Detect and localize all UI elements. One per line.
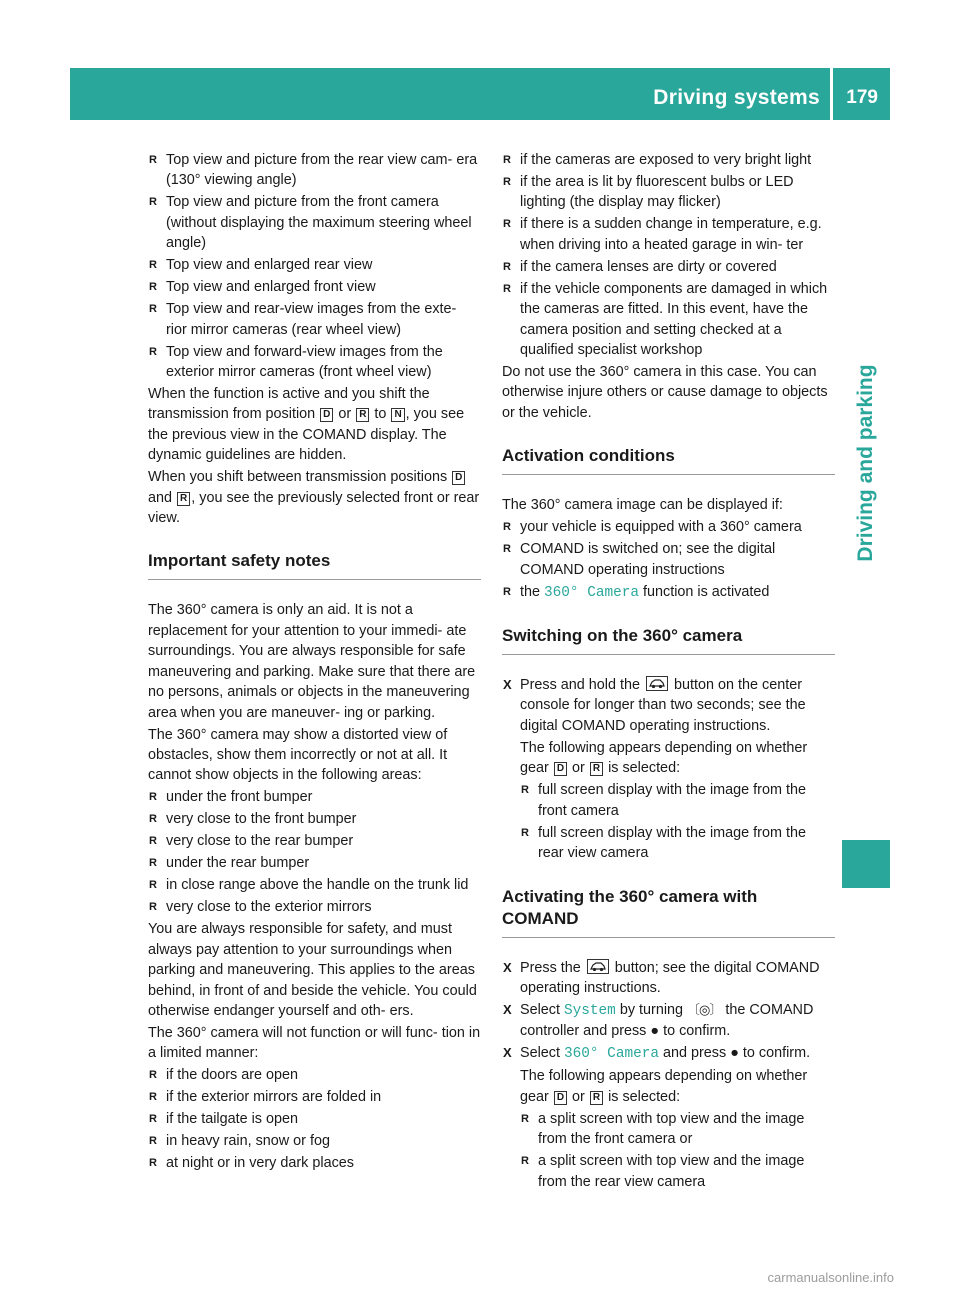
- shift-paragraph: When you shift between transmission positions D and R , you see the previously selected front or rear view.: [148, 469, 480, 527]
- list-item: R Top view and forward-view images from the exterior mirror cameras (front wheel view): [149, 343, 443, 381]
- step-arrow-icon: X: [503, 959, 512, 975]
- instruction-step: X Select System by turning 〔◎〕 the COMAND controller and press ● to confirm.: [503, 1001, 814, 1040]
- gear-r-icon: R: [590, 1091, 603, 1105]
- bullet-icon: R: [149, 1113, 157, 1126]
- side-tab-marker: [842, 840, 890, 888]
- list-item: R Top view and enlarged front view: [148, 277, 481, 297]
- menu-item-system: System: [564, 1002, 616, 1019]
- instruction-step: X Select 360° Camera and press ● to confirm.: [503, 1045, 811, 1063]
- bullet-icon: R: [521, 826, 529, 839]
- bullet-icon: R: [503, 176, 511, 188]
- controller-press-icon: ●: [730, 1045, 739, 1062]
- bullet-icon: R: [503, 585, 511, 598]
- list-item: R full screen display with the image from the rear view camera: [521, 824, 806, 862]
- bullet-icon: R: [503, 282, 511, 295]
- body-paragraph: You are always responsible for safety, and must always pay attention to your surroundings when parking and maneuvering. This applies to the areas behind, in front of and beside the vehicle. You could otherwise endanger yourself and oth- ers.: [148, 921, 477, 1019]
- gear-n-icon: N: [391, 408, 404, 422]
- bullet-icon: R: [521, 1155, 529, 1168]
- menu-item-360-camera: 360° Camera: [564, 1046, 659, 1063]
- list-item: R Top view and enlarged rear view: [148, 255, 481, 275]
- result-text: The following appears depending on whether gear D or R is selected:: [520, 739, 808, 777]
- list-item: R in close range above the handle on the trunk lid: [148, 875, 481, 895]
- bullet-icon: R: [149, 259, 157, 272]
- header-bar: [70, 68, 890, 120]
- bullet-icon: R: [149, 303, 157, 316]
- gear-d-icon: D: [452, 471, 465, 485]
- section-heading: Important safety notes: [148, 550, 481, 580]
- step-arrow-icon: X: [503, 1001, 512, 1017]
- list-item: R under the rear bumper: [148, 853, 481, 873]
- bullet-icon: R: [521, 1112, 529, 1125]
- watermark: carmanualsonline.info: [767, 1270, 894, 1285]
- bullet-icon: R: [149, 345, 157, 358]
- gear-d-icon: D: [554, 762, 567, 776]
- bullet-icon: R: [521, 784, 529, 797]
- list-item: R Top view and picture from the rear view cam- era (130° viewing angle): [149, 152, 478, 189]
- list-item: R in heavy rain, snow or fog: [148, 1131, 481, 1151]
- list-item: R COMAND is switched on; see the digital COMAND operating instructions: [503, 541, 776, 578]
- bullet-icon: R: [149, 1091, 157, 1104]
- list-item: R if there is a sudden change in temperature, e.g. when driving into a heated garage in win- ter: [503, 216, 822, 253]
- bullet-icon: R: [149, 901, 157, 914]
- bullet-icon: R: [149, 1069, 157, 1082]
- left-column: [148, 150, 481, 1175]
- gear-r-icon: R: [356, 408, 369, 422]
- list-item: R Top view and rear-view images from the exte- rior mirror cameras (rear wheel view): [149, 301, 457, 338]
- bullet-icon: R: [149, 857, 157, 870]
- section-heading: Switching on the 360° camera: [502, 625, 835, 655]
- body-paragraph: The 360° camera will not function or will func- tion in a limited manner:: [148, 1024, 481, 1062]
- list-item: R the 360° Camera function is activated: [503, 583, 770, 601]
- menu-item-360-camera: 360° Camera: [544, 584, 640, 601]
- section-title: Driving systems: [653, 86, 820, 109]
- body-paragraph: The 360° camera image can be displayed if:: [502, 497, 783, 514]
- bullet-icon: R: [149, 281, 157, 294]
- section-heading: Activating the 360° camera with COMAND: [502, 886, 835, 938]
- gear-d-icon: D: [320, 408, 333, 422]
- list-item: R very close to the rear bumper: [148, 831, 481, 851]
- car-camera-icon: [587, 959, 609, 974]
- list-item: R at night or in very dark places: [148, 1153, 481, 1173]
- instruction-step: X Press and hold the button on the center console for longer than two seconds; see the digital COMAND operating instructions.: [503, 677, 806, 734]
- list-item: R if the cameras are exposed to very bright light: [502, 150, 835, 170]
- gear-r-icon: R: [590, 762, 603, 776]
- body-paragraph: Do not use the 360° camera in this case. You can otherwise injure others or cause damage to objects or the vehicle.: [502, 364, 828, 421]
- result-text: The following appears depending on whether gear D or R is selected:: [520, 1068, 808, 1105]
- controller-turn-icon: 〔◎〕: [687, 1001, 722, 1017]
- list-item: R your vehicle is equipped with a 360° camera: [502, 517, 835, 537]
- list-item: R full screen display with the image from the front camera: [521, 782, 806, 819]
- bullet-icon: R: [149, 879, 157, 892]
- list-item: R if the vehicle components are damaged in which the cameras are fitted. In this event, have the camera position and setting checked at a qualified specialist workshop: [503, 280, 828, 359]
- controller-press-icon: ●: [650, 1023, 660, 1040]
- bullet-icon: R: [149, 196, 157, 209]
- list-item: R under the front bumper: [148, 787, 481, 807]
- instruction-step: X Press the button; see the digital COMAND operating instructions.: [503, 959, 820, 996]
- bullet-icon: R: [149, 835, 157, 848]
- shift-paragraph: When the function is active and you shift the transmission from position D or R to N , you see the previous view in the COMAND display. The dynamic guidelines are hidden.: [148, 386, 465, 464]
- bullet-icon: R: [503, 521, 511, 534]
- bullet-icon: R: [149, 1157, 157, 1170]
- bullet-icon: R: [149, 1135, 157, 1148]
- body-paragraph: The 360° camera may show a distorted view of obstacles, show them incorrectly or not at all. It cannot show objects in the following areas:: [148, 726, 448, 784]
- car-camera-icon: [646, 676, 668, 691]
- list-item: R very close to the exterior mirrors: [148, 897, 481, 917]
- bullet-icon: R: [149, 791, 157, 804]
- step-arrow-icon: X: [503, 677, 512, 693]
- list-item: R if the exterior mirrors are folded in: [148, 1087, 481, 1107]
- step-arrow-icon: X: [503, 1045, 512, 1061]
- list-item: R if the tailgate is open: [148, 1109, 481, 1129]
- side-tab: [842, 290, 890, 635]
- bullet-icon: R: [503, 154, 511, 166]
- header-divider: [830, 68, 833, 120]
- list-item: R if the doors are open: [148, 1065, 481, 1085]
- list-item: R if the camera lenses are dirty or covered: [502, 257, 835, 277]
- body-paragraph: The 360° camera is only an aid. It is not a replacement for your attention to your immedi- ate surroundings. You are always responsible for safe maneuvering and parking. Make sure that there are no persons, animals or objects in the maneuvering area when you are maneuver- ing or parking.: [148, 602, 476, 721]
- list-item: R Top view and picture from the front camera (without displaying the maximum steering wheel angle): [149, 194, 472, 252]
- side-tab-label: Driving and parking: [854, 363, 877, 562]
- list-item: R if the area is lit by fluorescent bulbs or LED lighting (the display may flicker): [503, 174, 794, 211]
- list-item: R very close to the front bumper: [148, 809, 481, 829]
- gear-r-icon: R: [177, 492, 190, 506]
- gear-d-icon: D: [554, 1091, 567, 1105]
- page-number: 179: [846, 87, 878, 108]
- bullet-icon: R: [503, 218, 511, 231]
- section-heading: Activation conditions: [502, 445, 835, 475]
- right-column: [502, 150, 835, 1194]
- bullet-icon: R: [503, 260, 511, 273]
- list-item: R a split screen with top view and the image from the front camera or: [521, 1110, 805, 1148]
- list-item: R a split screen with top view and the image from the rear view camera: [521, 1153, 805, 1190]
- bullet-icon: R: [503, 543, 511, 556]
- bullet-icon: R: [149, 154, 157, 166]
- bullet-icon: R: [149, 813, 157, 826]
